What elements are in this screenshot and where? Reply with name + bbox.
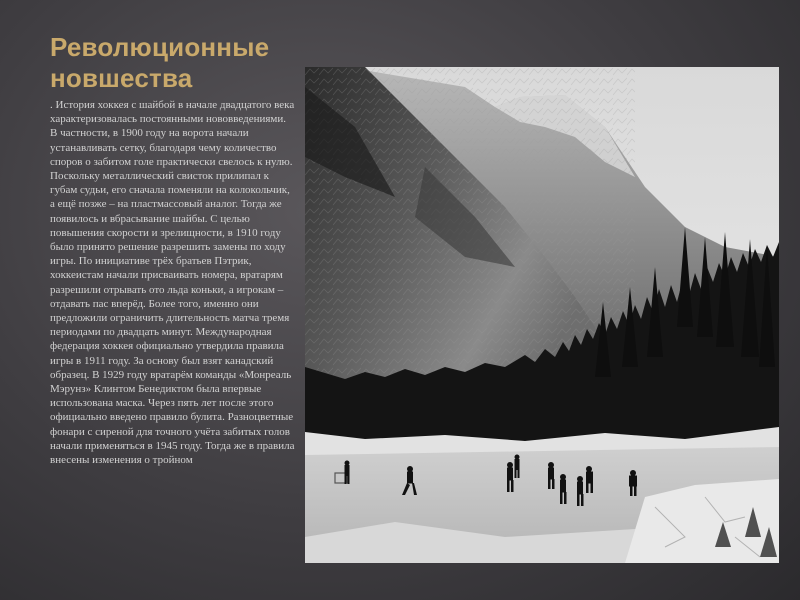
slide-body-text: . История хоккея с шайбой в начале двадцатого века характеризовалась постоянными нововведениями. В частности, в 1900 году на ворота начали устанавливать сетку, благодаря чему количество споров о забитом голе практически свелось к нулю. Поскольку металлический свисток прилипал к губам судьи, его сначала поменяли на колокольчик, а ещё позже – на пластмассовый аналог. Тогда же появилось и вбрасывание шайбы. С целью повышения скорости и зрелищности, в 1910 году было принято решение разрешить замены по ходу игры. По инициативе трёх братьев Пэтрик, хоккеистам начали присваивать номера, вратарям разрешили отрывать ото льда коньки, а игрокам – отдавать пас вперёд. Более того, именно они предложили ограничить длительность матча тремя периодами по двадцать минут. Международная федерация хоккея официально утвердила правила игры в 1911 году. За основу был взят канадский образец. В 1929 году вратарём команды «Монреаль Мэрунз» Клинтом Бенедиктом была впервые использована маска. Через пять лет после этого официально введено правило булита. Разноцветные фонари с сиреной для точного учёта забитых голов начали применяться в 1945 году. Тогда же в правила внесены изменения о тройном [50, 99, 295, 467]
mountain-hockey-photo [305, 67, 779, 563]
slide-title: Революционные новшества [50, 32, 270, 93]
